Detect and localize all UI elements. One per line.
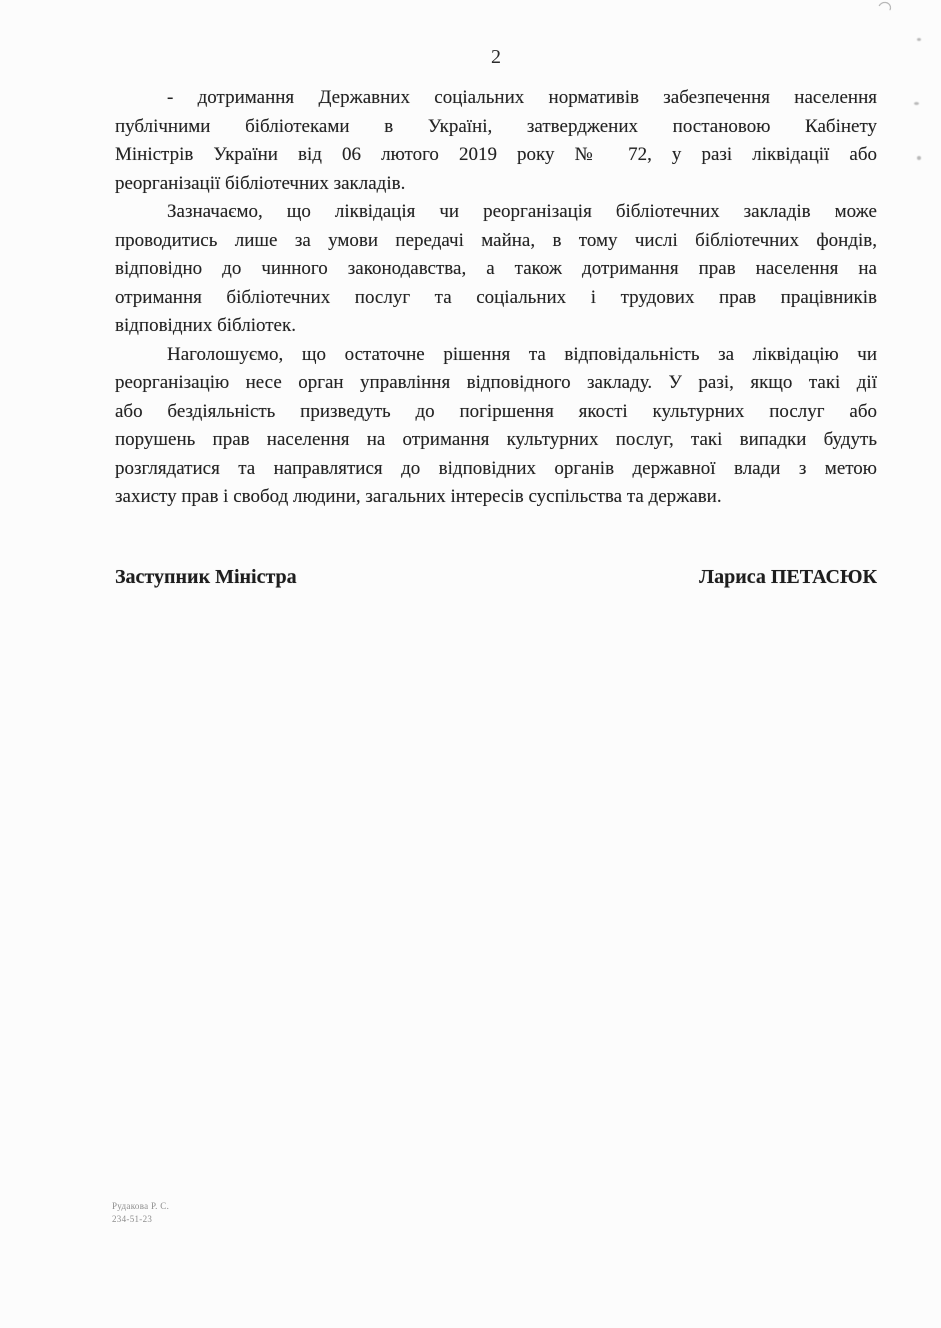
text-line: реорганізацію несе орган управління відповідного закладу. У разі, якщо такі дії <box>115 372 877 393</box>
executor-name: Рудакова Р. С. <box>112 1201 170 1211</box>
text-line: або бездіяльність призведуть до погіршення якості культурних послуг або <box>115 400 877 422</box>
signature-title: Заступник Міністра <box>115 566 297 588</box>
text-line: порушень прав населення на отримання культурних послуг, такі випадки будуть <box>115 429 877 450</box>
text-line: відповідних бібліотек. <box>115 315 296 336</box>
executor-info <box>112 1200 169 1226</box>
text-line: отримання бібліотечних послуг та соціальних і трудових прав працівників <box>115 286 877 308</box>
signature-name: Лариса ПЕТАСЮК <box>699 566 877 588</box>
page-number: 2 <box>491 46 501 68</box>
scan-speck <box>917 38 921 41</box>
text-line: Наголошуємо, що остаточне рішення та відповідальність за ліквідацію чи <box>167 343 877 365</box>
text-line: проводитись лише за умови передачі майна, в тому числі бібліотечних фондів, <box>115 229 877 251</box>
text-line: Міністрів України від 06 лютого 2019 року № 72, у разі ліквідації або <box>115 144 877 165</box>
executor-phone: 234-51-23 <box>112 1214 153 1224</box>
text-line: відповідно до чинного законодавства, а також дотримання прав населення на <box>115 258 877 279</box>
scan-speck <box>917 156 921 160</box>
text-line: розглядатися та направлятися до відповідних органів державної влади з метою <box>115 457 877 479</box>
paragraph-responsibility <box>115 341 877 512</box>
letter-body <box>115 84 877 512</box>
scan-curl-mark <box>876 0 892 16</box>
text-line: захисту прав і свобод людини, загальних інтересів суспільства та держави. <box>115 486 722 507</box>
paragraph-library-norms <box>115 84 877 198</box>
text-line: публічними бібліотеками в Україні, затверджених постановою Кабінету <box>115 115 877 137</box>
signature-block <box>115 566 877 589</box>
paragraph-liquidation-conditions <box>115 198 877 341</box>
scan-speck <box>914 102 919 105</box>
text-line: - дотримання Державних соціальних нормативів забезпечення населення <box>167 87 877 108</box>
text-line: реорганізації бібліотечних закладів. <box>115 172 406 194</box>
text-line: Зазначаємо, що ліквідація чи реорганізація бібліотечних закладів може <box>167 201 877 222</box>
